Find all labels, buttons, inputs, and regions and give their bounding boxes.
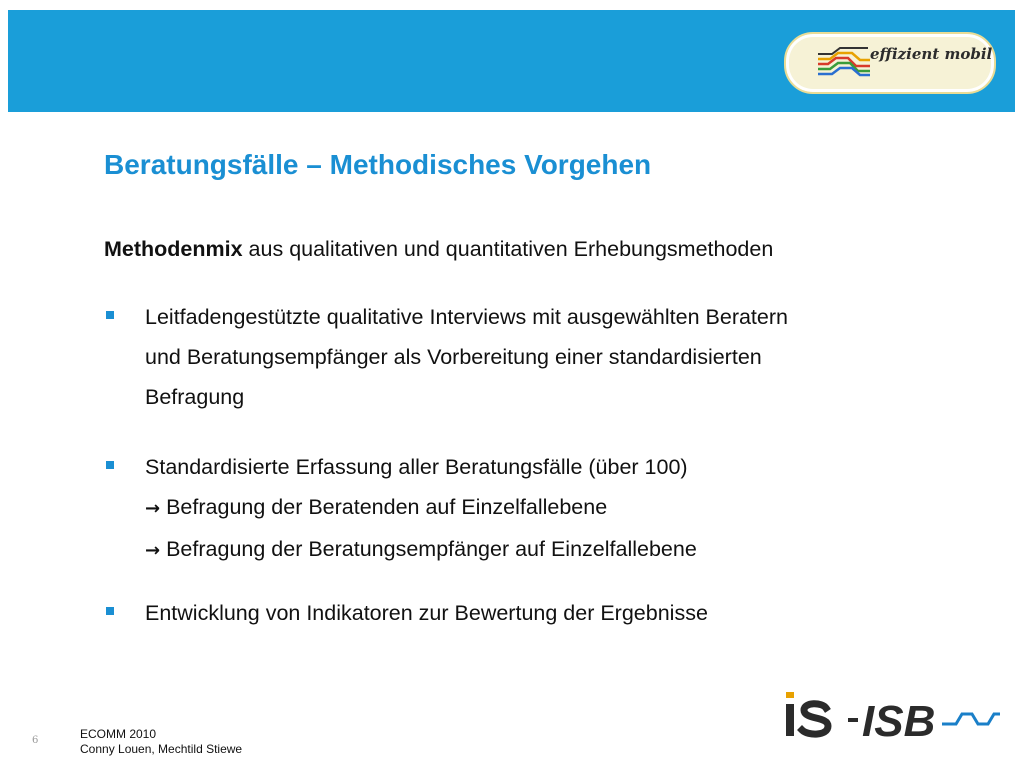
bullet-subline-text: Befragung der Beratungsempfänger auf Einzelfallebene	[166, 537, 697, 561]
intro-line	[104, 237, 773, 262]
arrow-right-icon: →	[145, 498, 161, 519]
slide-title: Beratungsfälle – Methodisches Vorgehen	[104, 149, 652, 180]
bullet-subline	[145, 529, 697, 571]
effizient-mobil-logo-text: effizient mobil	[870, 45, 993, 63]
bullet-line: und Beratungsempfänger als Vorbereitung einer standardisierten	[145, 345, 762, 369]
page-number: 6	[32, 735, 39, 746]
bullet-item	[145, 297, 788, 417]
route-lines-icon	[816, 44, 872, 80]
bullet-square-icon	[104, 605, 116, 617]
bullet-square-icon	[104, 459, 116, 471]
bullet-square-icon	[104, 309, 116, 321]
bullet-line: Entwicklung von Indikatoren zur Bewertung der Ergebnisse	[145, 601, 708, 625]
bullet-line: Standardisierte Erfassung aller Beratungsfälle (über 100)	[145, 455, 688, 479]
intro-bold-term: Methodenmix	[104, 237, 243, 261]
bullet-line: Leitfadengestützte qualitative Interviews mit ausgewählten Beratern	[145, 305, 788, 329]
effizient-mobil-logo	[784, 32, 996, 94]
bullet-line: Befragung	[145, 385, 245, 409]
footer-authors: Conny Louen, Mechtild Stiewe	[80, 742, 243, 756]
bullet-subline-text: Befragung der Beratenden auf Einzelfallebene	[166, 495, 608, 519]
is-isb-logo	[782, 690, 1004, 742]
bullet-item	[145, 447, 697, 571]
svg-text:ISB: ISB	[862, 697, 936, 742]
bullet-subline	[145, 487, 697, 529]
bullet-item	[145, 593, 708, 633]
intro-rest: aus qualitativen und quantitativen Erhebungsmethoden	[242, 237, 774, 261]
footer-text	[80, 727, 242, 757]
footer-conference: ECOMM 2010	[80, 727, 157, 741]
arrow-right-icon: →	[145, 540, 161, 561]
